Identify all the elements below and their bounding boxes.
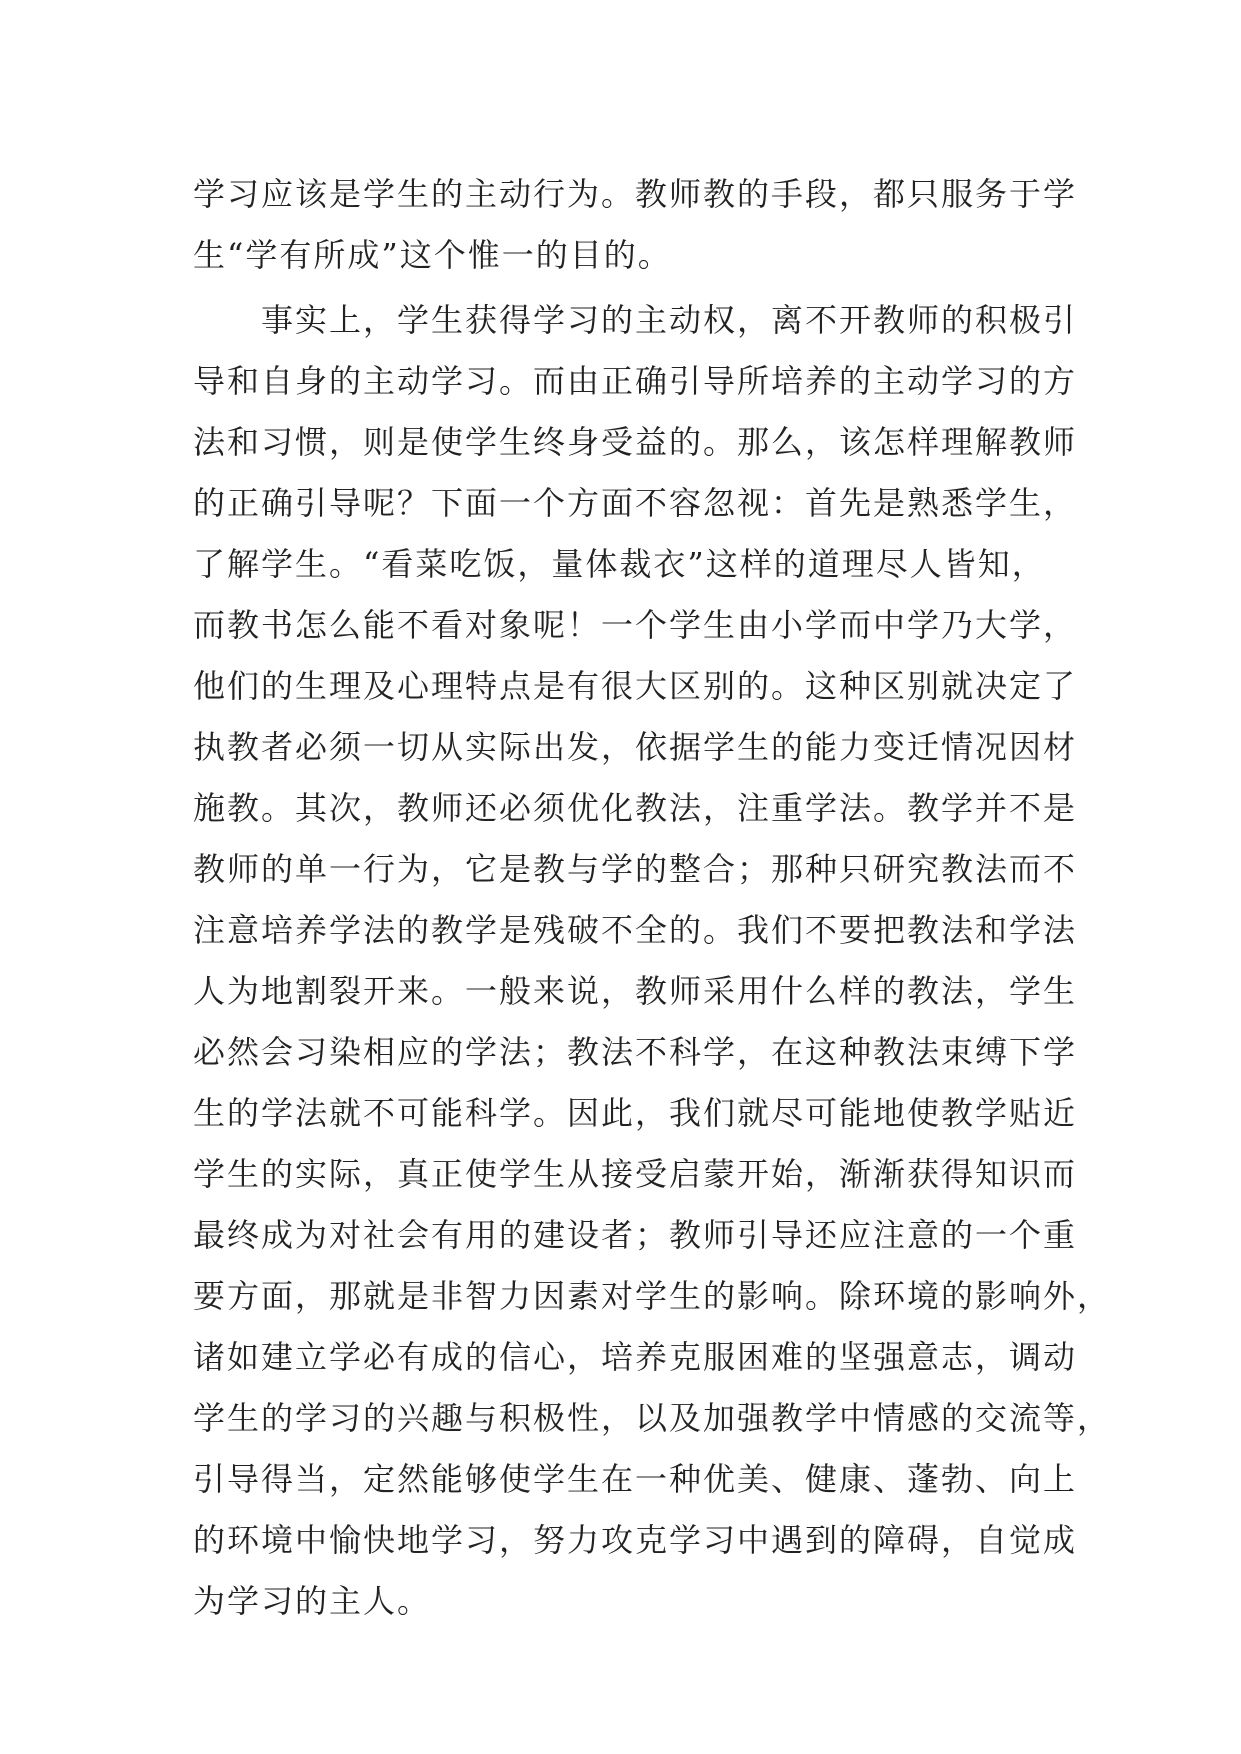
paragraph-2-line-6: 而教书怎么能不看对象呢！一个学生由小学而中学乃大学， (193, 606, 1078, 644)
paragraph-1 (193, 164, 1078, 286)
paragraph-2-line-14: 生的学法就不可能科学。因此，我们就尽可能地使教学贴近 (193, 1094, 1078, 1132)
paragraph-2 (193, 290, 1112, 1632)
document-body (193, 164, 1112, 1632)
paragraph-2-line-22: 为学习的主人。 (193, 1582, 432, 1620)
paragraph-2-line-5: 了解学生。“看菜吃饭，量体裁衣”这样的道理尽人皆知， (193, 545, 1046, 583)
paragraph-2-line-20: 引导得当，定然能够使学生在一种优美、健康、蓬勃、向上 (193, 1460, 1078, 1498)
paragraph-2-line-15: 学生的实际，真正使学生从接受启蒙开始，渐渐获得知识而 (193, 1155, 1078, 1193)
paragraph-2-line-18: 诸如建立学必有成的信心，培养克服困难的坚强意志，调动 (193, 1338, 1078, 1376)
paragraph-2-line-21: 的环境中愉快地学习，努力攻克学习中遇到的障碍，自觉成 (193, 1521, 1078, 1559)
paragraph-2-line-3: 法和习惯，则是使学生终身受益的。那么，该怎样理解教师 (193, 423, 1078, 461)
paragraph-2-line-12: 人为地割裂开来。一般来说，教师采用什么样的教法，学生 (193, 972, 1078, 1010)
paragraph-2-line-9: 施教。其次，教师还必须优化教法，注重学法。教学并不是 (193, 789, 1078, 827)
paragraph-1-line-1: 学习应该是学生的主动行为。教师教的手段，都只服务于学 (193, 175, 1078, 213)
paragraph-2-line-13: 必然会习染相应的学法；教法不科学，在这种教法束缚下学 (193, 1033, 1078, 1071)
paragraph-2-line-7: 他们的生理及心理特点是有很大区别的。这种区别就决定了 (193, 667, 1078, 705)
paragraph-2-line-11: 注意培养学法的教学是残破不全的。我们不要把教法和学法 (193, 911, 1078, 949)
paragraph-2-line-10: 教师的单一行为，它是教与学的整合；那种只研究教法而不 (193, 850, 1078, 888)
paragraph-2-line-4: 的正确引导呢？下面一个方面不容忽视：首先是熟悉学生， (193, 484, 1078, 522)
paragraph-2-line-1: 事实上，学生获得学习的主动权，离不开教师的积极引 (261, 301, 1078, 339)
paragraph-2-line-2: 导和自身的主动学习。而由正确引导所培养的主动学习的方 (193, 362, 1078, 400)
paragraph-2-line-17: 要方面，那就是非智力因素对学生的影响。除环境的影响外， (193, 1277, 1112, 1315)
paragraph-2-line-8: 执教者必须一切从实际出发，依据学生的能力变迁情况因材 (193, 728, 1078, 766)
paragraph-1-line-2: 生“学有所成”这个惟一的目的。 (193, 236, 672, 274)
paragraph-2-line-19: 学生的学习的兴趣与积极性，以及加强教学中情感的交流等， (193, 1399, 1112, 1437)
paragraph-2-line-16: 最终成为对社会有用的建设者；教师引导还应注意的一个重 (193, 1216, 1078, 1254)
